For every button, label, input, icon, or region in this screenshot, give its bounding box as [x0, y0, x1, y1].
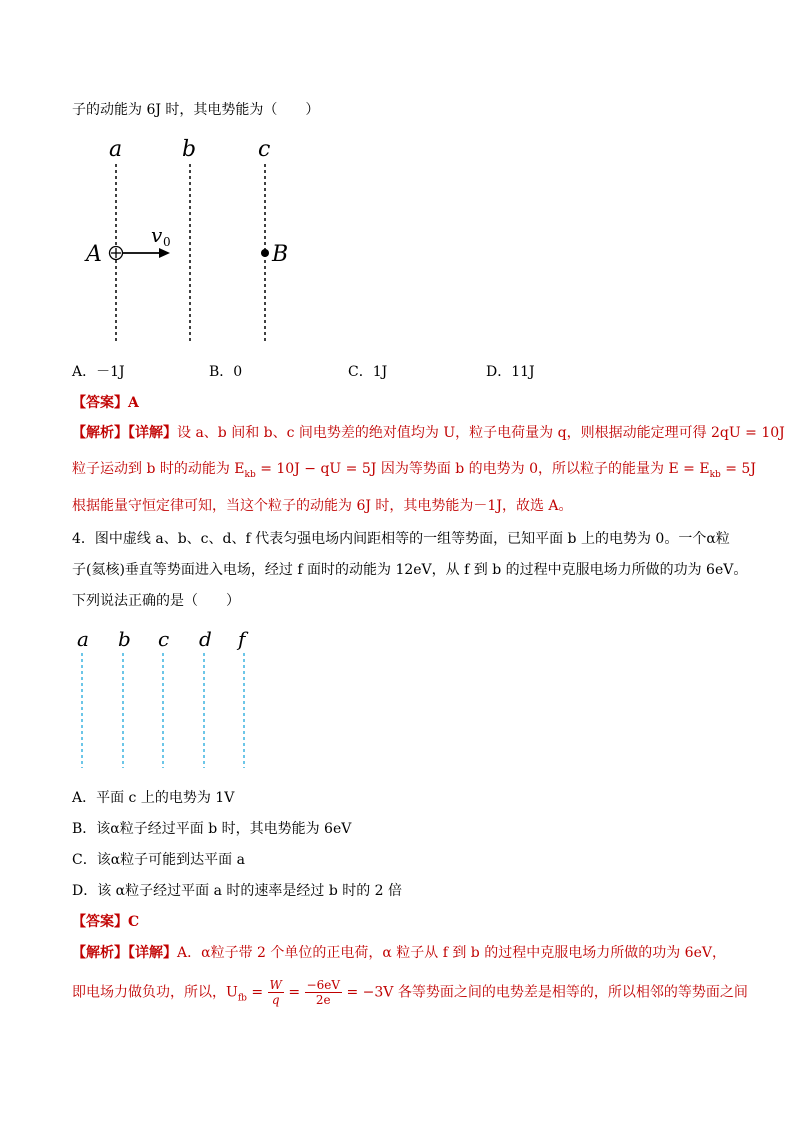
q4-sub-fb: fb	[237, 993, 247, 1004]
q4-frac2-num: −6eV	[306, 978, 340, 992]
q3-label-b: b	[182, 137, 197, 162]
q4-analysis-line2	[72, 978, 748, 1012]
q4-fraction-1	[268, 978, 284, 1007]
q3-label-A: A	[86, 242, 102, 267]
q3-analysis-text2a: 粒子运动到 b 时的动能为 E	[72, 461, 245, 477]
q4-analysis-text2a: 即电场力做负功，所以，U	[72, 984, 238, 1001]
q4-label-a: a	[77, 627, 89, 651]
q3-analysis-text2b: = 10J − qU = 5J 因为等势面 b 的电势为 0，所以粒子的能量为 E = E	[255, 461, 710, 477]
q4-option-b: B．该α粒子经过平面 b 时，其电势能为 6eV	[72, 821, 352, 837]
q4-answer: 【答案】C	[72, 914, 140, 930]
q4-fraction-2	[305, 978, 342, 1007]
q3-answer: 【答案】A	[72, 395, 139, 411]
q3-label-a: a	[109, 137, 123, 162]
q4-frac1-den: q	[271, 993, 280, 1007]
q3-sub-kb2: kb	[709, 469, 721, 480]
q4-label-c: c	[158, 627, 170, 651]
q3-analysis-line3: 根据能量守恒定律可知，当这个粒子的动能为 6J 时，其电势能为－1J，故选 A。	[72, 498, 573, 514]
q3-analysis-text1: 设 a、b 间和 b、c 间电势差的绝对值均为 U，粒子电荷量为 q，则根据动能定理可得 2qU = 10J	[177, 425, 785, 441]
q3-stem-tail: 子的动能为 6J 时，其电势能为（ ）	[72, 102, 320, 118]
q4-eq1: =	[246, 984, 268, 1001]
q4-option-a: A．平面 c 上的电势为 1V	[72, 790, 235, 806]
q4-stem-line3: 下列说法正确的是（ ）	[72, 593, 240, 609]
q4-eq2: =	[283, 984, 305, 1001]
q3-analysis-text2c: = 5J	[720, 461, 756, 477]
q3-option-c: C．1J	[348, 364, 388, 380]
q3-option-a: A．－1J	[72, 364, 125, 380]
q3-velocity-sub: 0	[163, 235, 171, 249]
q4-stem-line1: 4．图中虚线 a、b、c、d、f 代表匀强电场内间距相等的一组等势面，已知平面 b 上的电势为 0。一个α粒	[72, 531, 730, 547]
q3-option-b: B．0	[209, 364, 243, 380]
q4-analysis-line1	[72, 944, 726, 962]
q3-option-d: D．11J	[486, 364, 535, 380]
q3-label-B: B	[272, 242, 289, 267]
q4-analysis-tag: 【解析】【详解】	[72, 945, 177, 961]
q4-analysis-text2c: = −3V 各等势面之间的电势差是相等的，所以相邻的等势面之间	[342, 984, 748, 1001]
q4-frac1-num: W	[269, 978, 282, 992]
q4-option-c: C．该α粒子可能到达平面 a	[72, 852, 245, 868]
q3-sub-kb1: kb	[244, 469, 256, 480]
q4-analysis-text1: A．α粒子带 2 个单位的正电荷，α 粒子从 f 到 b 的过程中克服电场力所做的功为 6eV，	[177, 945, 726, 961]
q4-stem-line2: 子(氦核)垂直等势面进入电场，经过 f 面时的动能为 12eV，从 f 到 b 的过程中克服电场力所做的功为 6eV。	[72, 562, 748, 578]
q4-label-f: f	[238, 627, 246, 651]
q3-label-c: c	[258, 137, 271, 162]
q4-label-d: d	[199, 627, 212, 651]
q4-frac2-den: 2e	[315, 993, 331, 1007]
q3-velocity-label: v	[151, 223, 163, 247]
q4-label-b: b	[118, 627, 131, 651]
q3-analysis-tag: 【解析】【详解】	[72, 425, 177, 441]
q4-option-d: D．该 α粒子经过平面 a 时的速率是经过 b 时的 2 倍	[72, 883, 403, 899]
